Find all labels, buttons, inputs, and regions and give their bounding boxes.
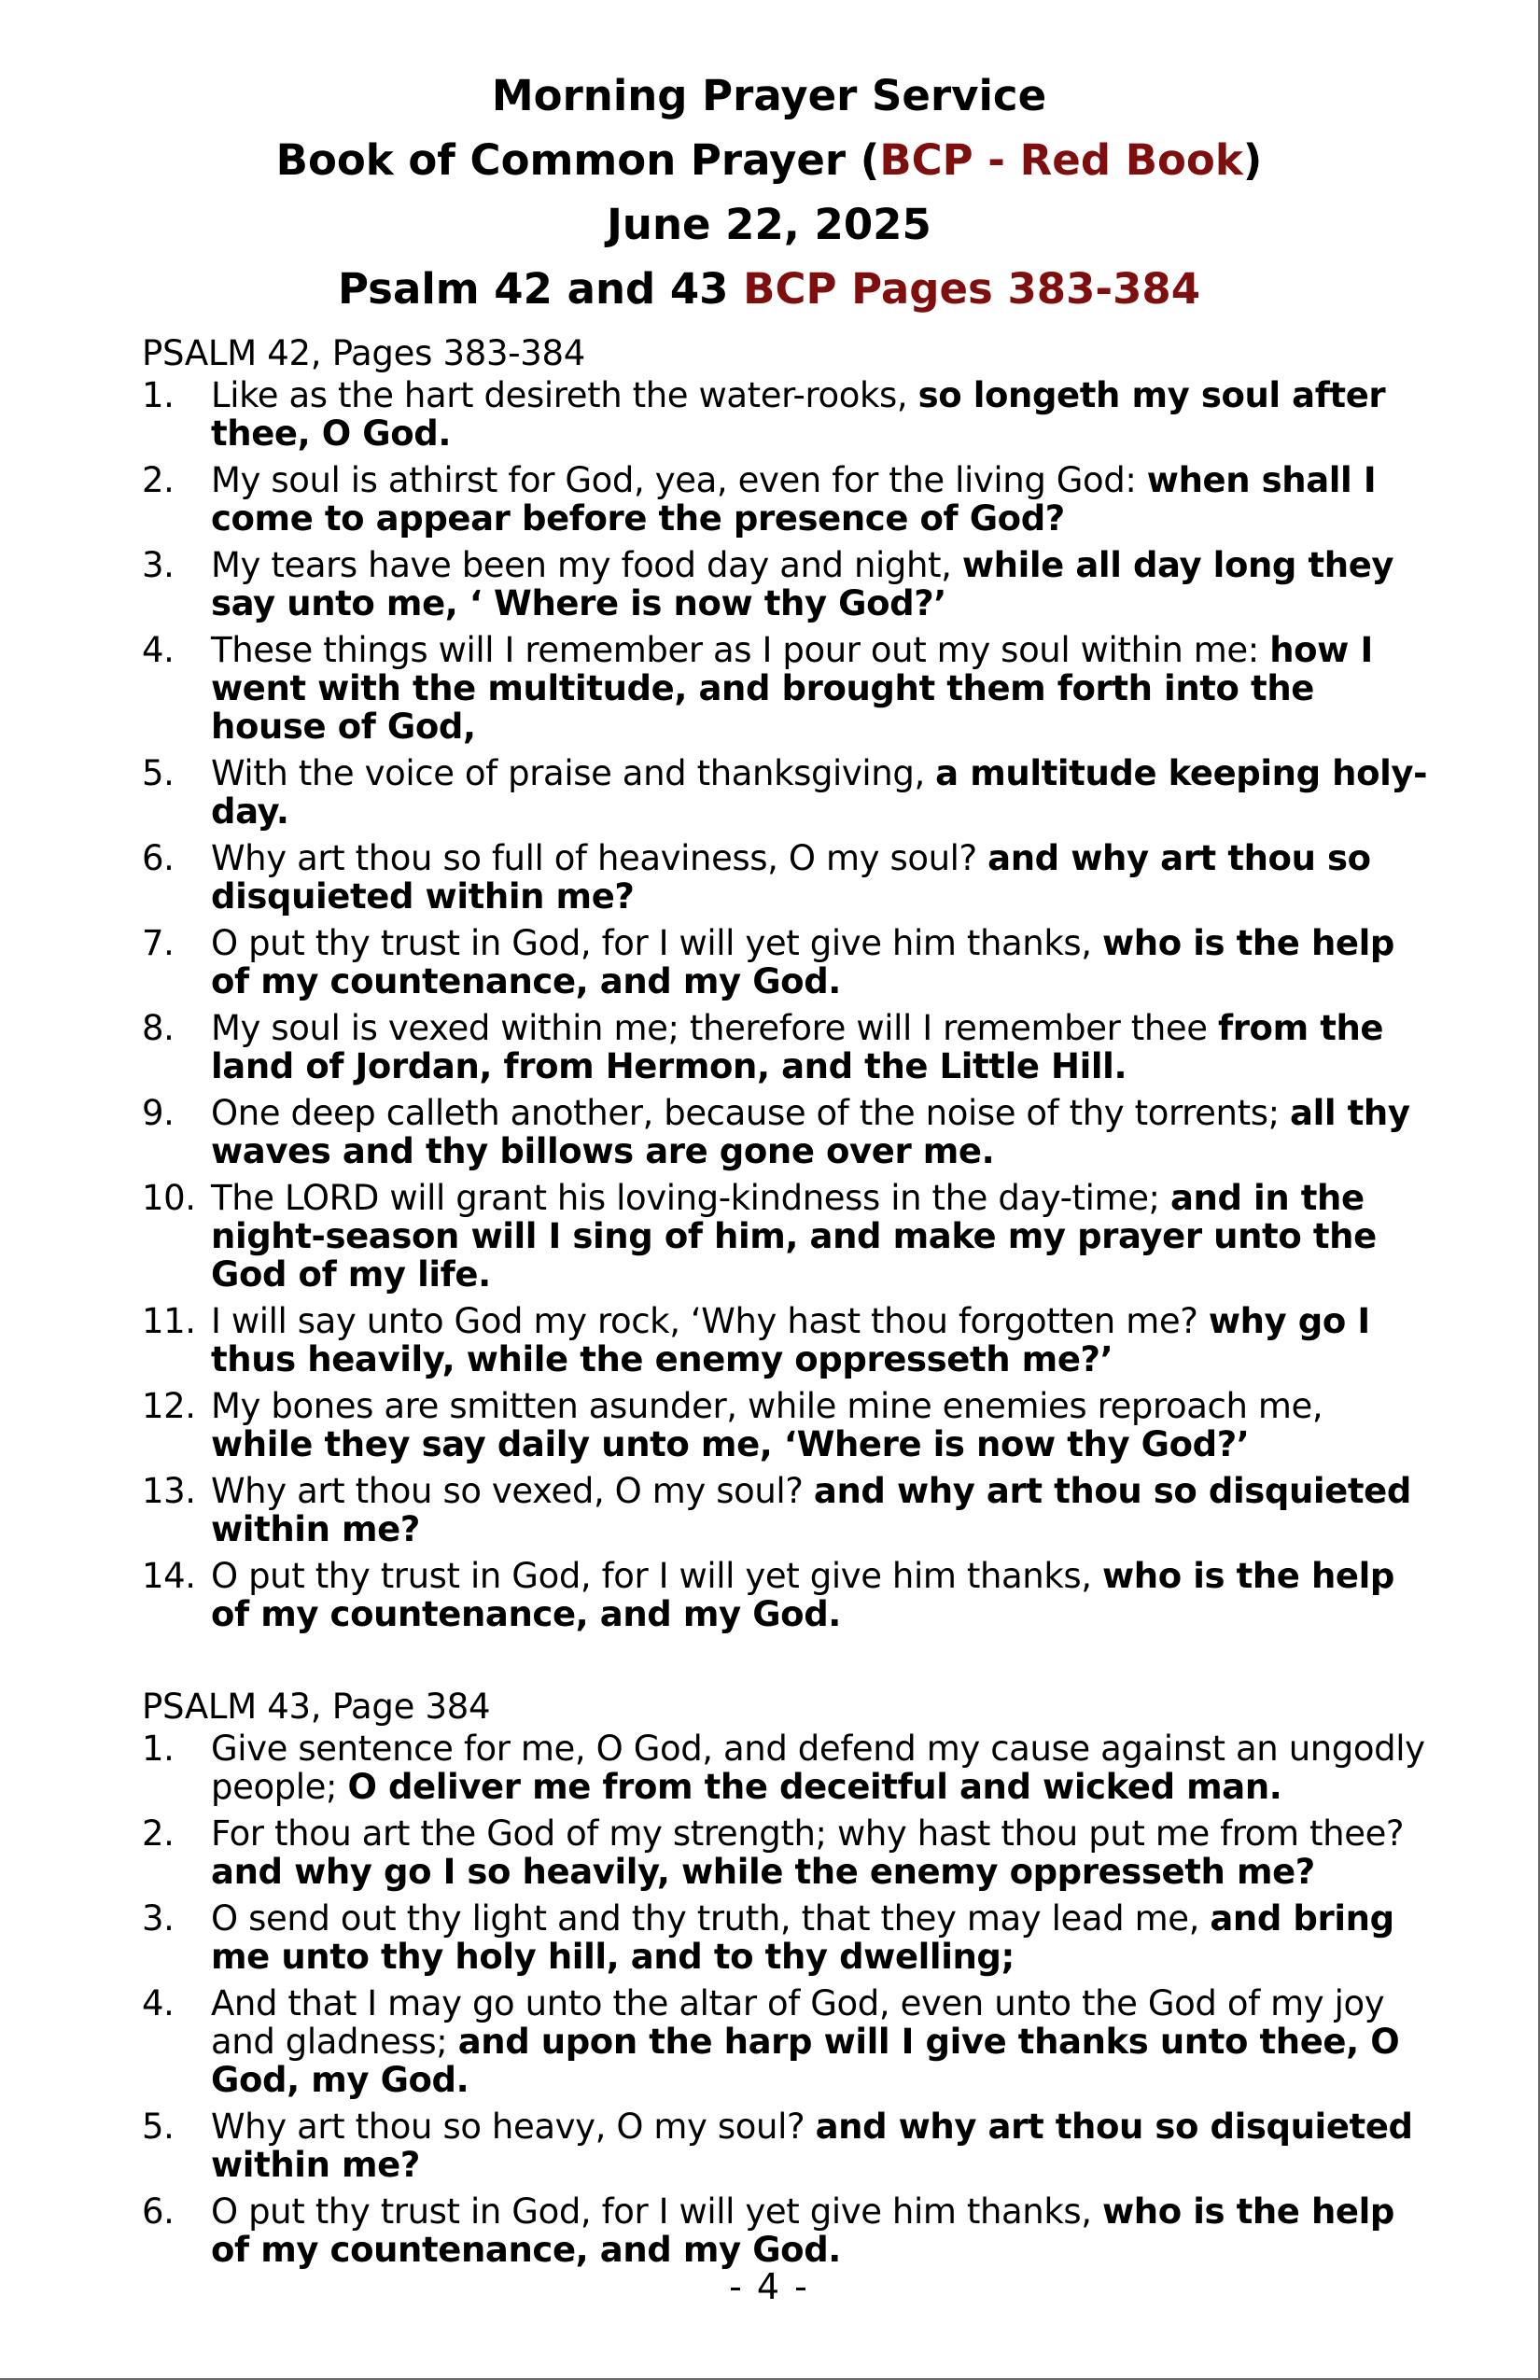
verse-text: My tears have been my food day and night,	[211, 545, 962, 585]
verse-response: and why art thou so disquieted within me?	[211, 2107, 1413, 2185]
verse-text: Why art thou so heavy, O my soul?	[211, 2107, 816, 2147]
verse	[142, 1179, 1430, 1294]
verse-text: O send out thy light and thy truth, that they may lead me,	[211, 1898, 1211, 1939]
psalm-42-verses	[142, 376, 1430, 1633]
book-title	[0, 128, 1538, 192]
verse-response: so longeth my soul after thee, O God.	[211, 375, 1386, 454]
verse-response: O deliver me from the deceitful and wicked man.	[347, 1767, 1282, 1807]
service-title: Morning Prayer Service	[491, 71, 1047, 120]
verse	[142, 631, 1430, 746]
verse-response: and bring me unto thy holy hill, and to thy dwelling;	[211, 1898, 1394, 1977]
service-date: June 22, 2025	[607, 200, 931, 249]
verse	[142, 1094, 1430, 1170]
verse-number: 1.	[142, 375, 175, 415]
verse-number: 14.	[142, 1556, 196, 1596]
verse-text: O put thy trust in God, for I will yet give him thanks,	[211, 2191, 1102, 2232]
psalm-reference	[0, 257, 1538, 321]
page-number: - 4 -	[729, 2266, 809, 2307]
verse-number: 5.	[142, 753, 175, 793]
verse-response: when shall I come to appear before the presence of God?	[211, 460, 1377, 539]
book-title-suffix: )	[1242, 135, 1263, 185]
verse-text: O put thy trust in God, for I will yet give him thanks,	[211, 1556, 1102, 1596]
verse	[142, 1009, 1430, 1085]
verse-response: from the land of Jordan, from Hermon, and the Little Hill.	[211, 1008, 1384, 1086]
verse-number: 7.	[142, 923, 175, 963]
verse	[142, 376, 1430, 453]
verse-number: 5.	[142, 2107, 175, 2147]
verse-number: 2.	[142, 460, 175, 500]
verse-text: Give sentence for me, O God, and defend my cause against an ungodly people;	[211, 1729, 1425, 1807]
verse-text: Why art thou so full of heaviness, O my soul?	[211, 838, 988, 878]
verse-number: 6.	[142, 2191, 175, 2232]
verse	[142, 754, 1430, 831]
verse-response: all thy waves and thy billows are gone over me.	[211, 1093, 1410, 1171]
psalm-43-section	[142, 1687, 1430, 2277]
psalm-43-verses	[142, 1729, 1430, 2269]
verse-number: 6.	[142, 838, 175, 878]
verse	[142, 924, 1430, 1001]
verse-text: With the voice of praise and thanksgiving,	[211, 753, 936, 793]
psalm-reference-pages: BCP Pages 383-384	[743, 264, 1201, 314]
verse	[142, 1472, 1430, 1548]
verse	[142, 1729, 1430, 1806]
verse-text: Like as the hart desireth the water-rooks,	[211, 375, 918, 415]
verse	[142, 2107, 1430, 2184]
verse-response: who is the help of my countenance, and my God.	[211, 2191, 1394, 2270]
verse-response: how I went with the multitude, and brought them forth into the house of God,	[211, 630, 1373, 747]
verse-response: while they say daily unto me, ‘Where is now thy God?’	[211, 1424, 1250, 1464]
verse-text: I will say unto God my rock, ‘Why hast thou forgotten me?	[211, 1301, 1209, 1341]
verse-response: who is the help of my countenance, and my God.	[211, 1556, 1394, 1634]
verse-number: 3.	[142, 545, 175, 585]
verse-response: and upon the harp will I give thanks unto thee, O God, my God.	[211, 2022, 1400, 2100]
psalm-42-heading: PSALM 42, Pages 383-384	[142, 333, 586, 373]
verse-number: 2.	[142, 1813, 175, 1854]
verse-text: Why art thou so vexed, O my soul?	[211, 1471, 814, 1511]
verse-text: The LORD will grant his loving-kindness in the day-time;	[211, 1178, 1170, 1218]
verse-text: And that I may go unto the altar of God, even unto the God of my joy and gladness;	[211, 1983, 1385, 2062]
verse-response: a multitude keeping holy-day.	[211, 753, 1428, 832]
page-header	[0, 63, 1538, 321]
verse-text: One deep calleth another, because of the noise of thy torrents;	[211, 1093, 1290, 1133]
verse	[142, 1814, 1430, 1891]
verse	[142, 546, 1430, 623]
verse-number: 3.	[142, 1898, 175, 1939]
verse-text: My soul is athirst for God, yea, even for the living God:	[211, 460, 1147, 500]
verse-text: My soul is vexed within me; therefore will I remember thee	[211, 1008, 1218, 1048]
verse-text: My bones are smitten asunder, while mine enemies reproach me,	[211, 1386, 1323, 1426]
verse	[142, 1899, 1430, 1976]
verse-response: while all day long they say unto me, ‘ Where is now thy God?’	[211, 545, 1394, 623]
verse-response: who is the help of my countenance, and my God.	[211, 923, 1394, 1001]
verse-text: For thou art the God of my strength; why hast thou put me from thee?	[211, 1813, 1405, 1854]
book-title-prefix: Book of Common Prayer (	[275, 135, 880, 185]
verse-number: 13.	[142, 1471, 196, 1511]
verse	[142, 1302, 1430, 1379]
verse	[142, 839, 1430, 916]
verse-response: and why art thou so disquieted within me?	[211, 838, 1371, 917]
book-title-red: BCP - Red Book	[879, 135, 1243, 185]
psalm-reference-prefix: Psalm 42 and 43	[337, 264, 744, 314]
verse-number: 8.	[142, 1008, 175, 1048]
verse-number: 9.	[142, 1093, 175, 1133]
verse-number: 4.	[142, 1983, 175, 2023]
verse-text: These things will I remember as I pour out my soul within me:	[211, 630, 1270, 670]
verse-number: 12.	[142, 1386, 196, 1426]
verse-response: and why art thou so disquieted within me?	[211, 1471, 1411, 1549]
verse-response: why go I thus heavily, while the enemy oppresseth me?’	[211, 1301, 1370, 1379]
verse	[142, 1557, 1430, 1633]
verse	[142, 2192, 1430, 2269]
verse-number: 1.	[142, 1729, 175, 1769]
verse-response: and in the night-season will I sing of him, and make my prayer unto the God of my life.	[211, 1178, 1377, 1295]
verse-number: 11.	[142, 1301, 196, 1341]
verse-number: 4.	[142, 630, 175, 670]
verse-response: and why go I so heavily, while the enemy oppresseth me?	[211, 1852, 1315, 1892]
psalm-43-heading: PSALM 43, Page 384	[142, 1687, 491, 1727]
verse-number: 10.	[142, 1178, 196, 1218]
verse	[142, 1984, 1430, 2099]
verse	[142, 1387, 1430, 1463]
verse	[142, 461, 1430, 538]
verse-text: O put thy trust in God, for I will yet give him thanks,	[211, 923, 1102, 963]
psalm-42-section	[142, 334, 1430, 1642]
